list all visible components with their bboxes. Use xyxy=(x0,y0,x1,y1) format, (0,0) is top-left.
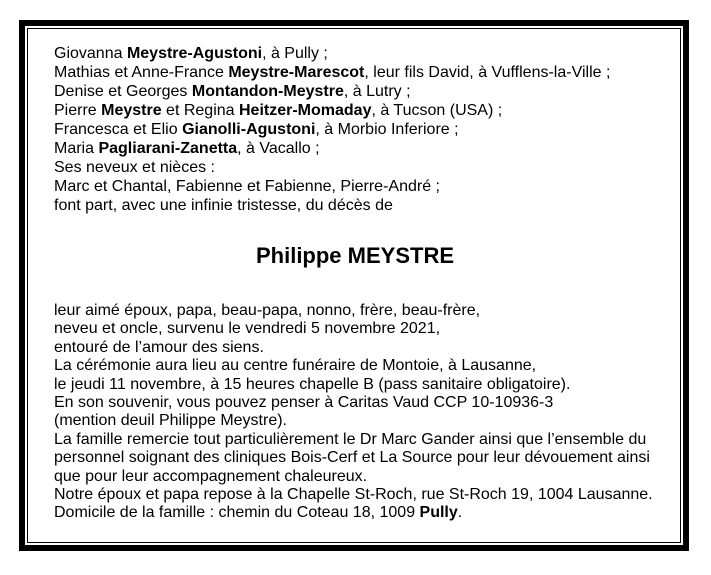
notice-line xyxy=(54,412,656,430)
notice-line xyxy=(54,82,656,101)
notice-text: Ses neveux et nièces : xyxy=(54,159,215,176)
notice-line xyxy=(54,376,656,394)
notice-line xyxy=(54,339,656,357)
notice-line xyxy=(54,486,656,504)
notice-text: , à Pully ; xyxy=(262,45,328,62)
notice-line xyxy=(54,449,656,467)
notice-line xyxy=(54,504,656,522)
notice-line xyxy=(54,177,656,196)
notice-text: En son souvenir, vous pouvez penser à Caritas Vaud CCP 10-10936-3 xyxy=(54,394,554,412)
notice-text: Giovanna xyxy=(54,45,127,62)
notice-text: Marc et Chantal, Fabienne et Fabienne, Pierre-André ; xyxy=(54,178,440,195)
notice-text: Notre époux et papa repose à la Chapelle St-Roch, rue St-Roch 19, 1004 Lausanne. xyxy=(54,486,653,504)
notice-text: . xyxy=(457,504,463,522)
notice-line xyxy=(54,394,656,412)
notice-line xyxy=(54,120,656,139)
notice-outer-border xyxy=(19,20,689,551)
notice-line xyxy=(54,302,656,320)
notice-bold-text: Heitzer-Momaday xyxy=(239,102,372,119)
notice-line xyxy=(54,468,656,486)
notice-text: La cérémonie aura lieu au centre funéraire de Montoie, à Lausanne, xyxy=(54,357,537,375)
notice-text: le jeudi 11 novembre, à 15 heures chapelle B (pass sanitaire obligatoire). xyxy=(54,375,571,393)
notice-text: personnel soignant des cliniques Bois-Cerf et La Source pour leur dévouement ainsi xyxy=(54,449,650,467)
notice-text: , à Vacallo ; xyxy=(237,140,320,157)
notice-line xyxy=(54,63,656,82)
notice-text: et Regina xyxy=(161,102,239,119)
notice-text: Mathias et Anne-France xyxy=(54,64,229,81)
notice-line xyxy=(54,44,656,63)
notice-bold-text: Pully xyxy=(419,504,458,522)
notice-text: Pierre xyxy=(54,102,102,119)
notice-text: , à Tucson (USA) ; xyxy=(371,102,503,119)
notice-text: neveu et oncle, survenu le vendredi 5 novembre 2021, xyxy=(54,320,441,338)
notice-line xyxy=(54,158,656,177)
notice-bold-text: Gianolli-Agustoni xyxy=(182,121,316,138)
notice-text: , leur fils David, à Vufflens-la-Ville ; xyxy=(364,64,611,81)
notice-line xyxy=(54,139,656,158)
notice-text: Maria xyxy=(54,140,99,157)
notice-text: Domicile de la famille : chemin du Coteau 18, 1009 xyxy=(54,504,420,522)
notice-body xyxy=(54,302,656,523)
notice-text: leur aimé époux, papa, beau-papa, nonno, frère, beau-frère, xyxy=(54,302,481,319)
notice-text: , à Lutry ; xyxy=(343,83,411,100)
notice-text: (mention deuil Philippe Meystre). xyxy=(54,412,287,430)
notice-text: La famille remercie tout particulièrement le Dr Marc Gander ainsi que l’ensemble du xyxy=(54,430,647,448)
notice-bold-text: Meystre xyxy=(101,102,162,119)
notice-text: que pour leur accompagnement chaleureux. xyxy=(54,467,368,485)
notice-text: Francesca et Elio xyxy=(54,121,183,138)
notice-line xyxy=(54,196,656,215)
family-list xyxy=(54,44,656,215)
notice-line xyxy=(54,101,656,120)
notice-line xyxy=(54,320,656,338)
notice-line xyxy=(54,357,656,375)
notice-text: font part, avec une infinie tristesse, du décès de xyxy=(54,197,393,214)
deceased-name: Philippe MEYSTRE xyxy=(255,243,455,268)
notice-text: entouré de l’amour des siens. xyxy=(54,338,264,356)
notice-bold-text: Meystre-Marescot xyxy=(228,64,365,81)
notice-text: Denise et Georges xyxy=(54,83,192,100)
notice-inner-border xyxy=(27,28,681,543)
notice-bold-text: Pagliarani-Zanetta xyxy=(98,140,238,157)
notice-line xyxy=(54,431,656,449)
notice-bold-text: Meystre-Agustoni xyxy=(126,45,263,62)
notice-content xyxy=(28,29,680,542)
notice-text: , à Morbio Inferiore ; xyxy=(315,121,459,138)
notice-bold-text: Montandon-Meystre xyxy=(191,83,344,100)
